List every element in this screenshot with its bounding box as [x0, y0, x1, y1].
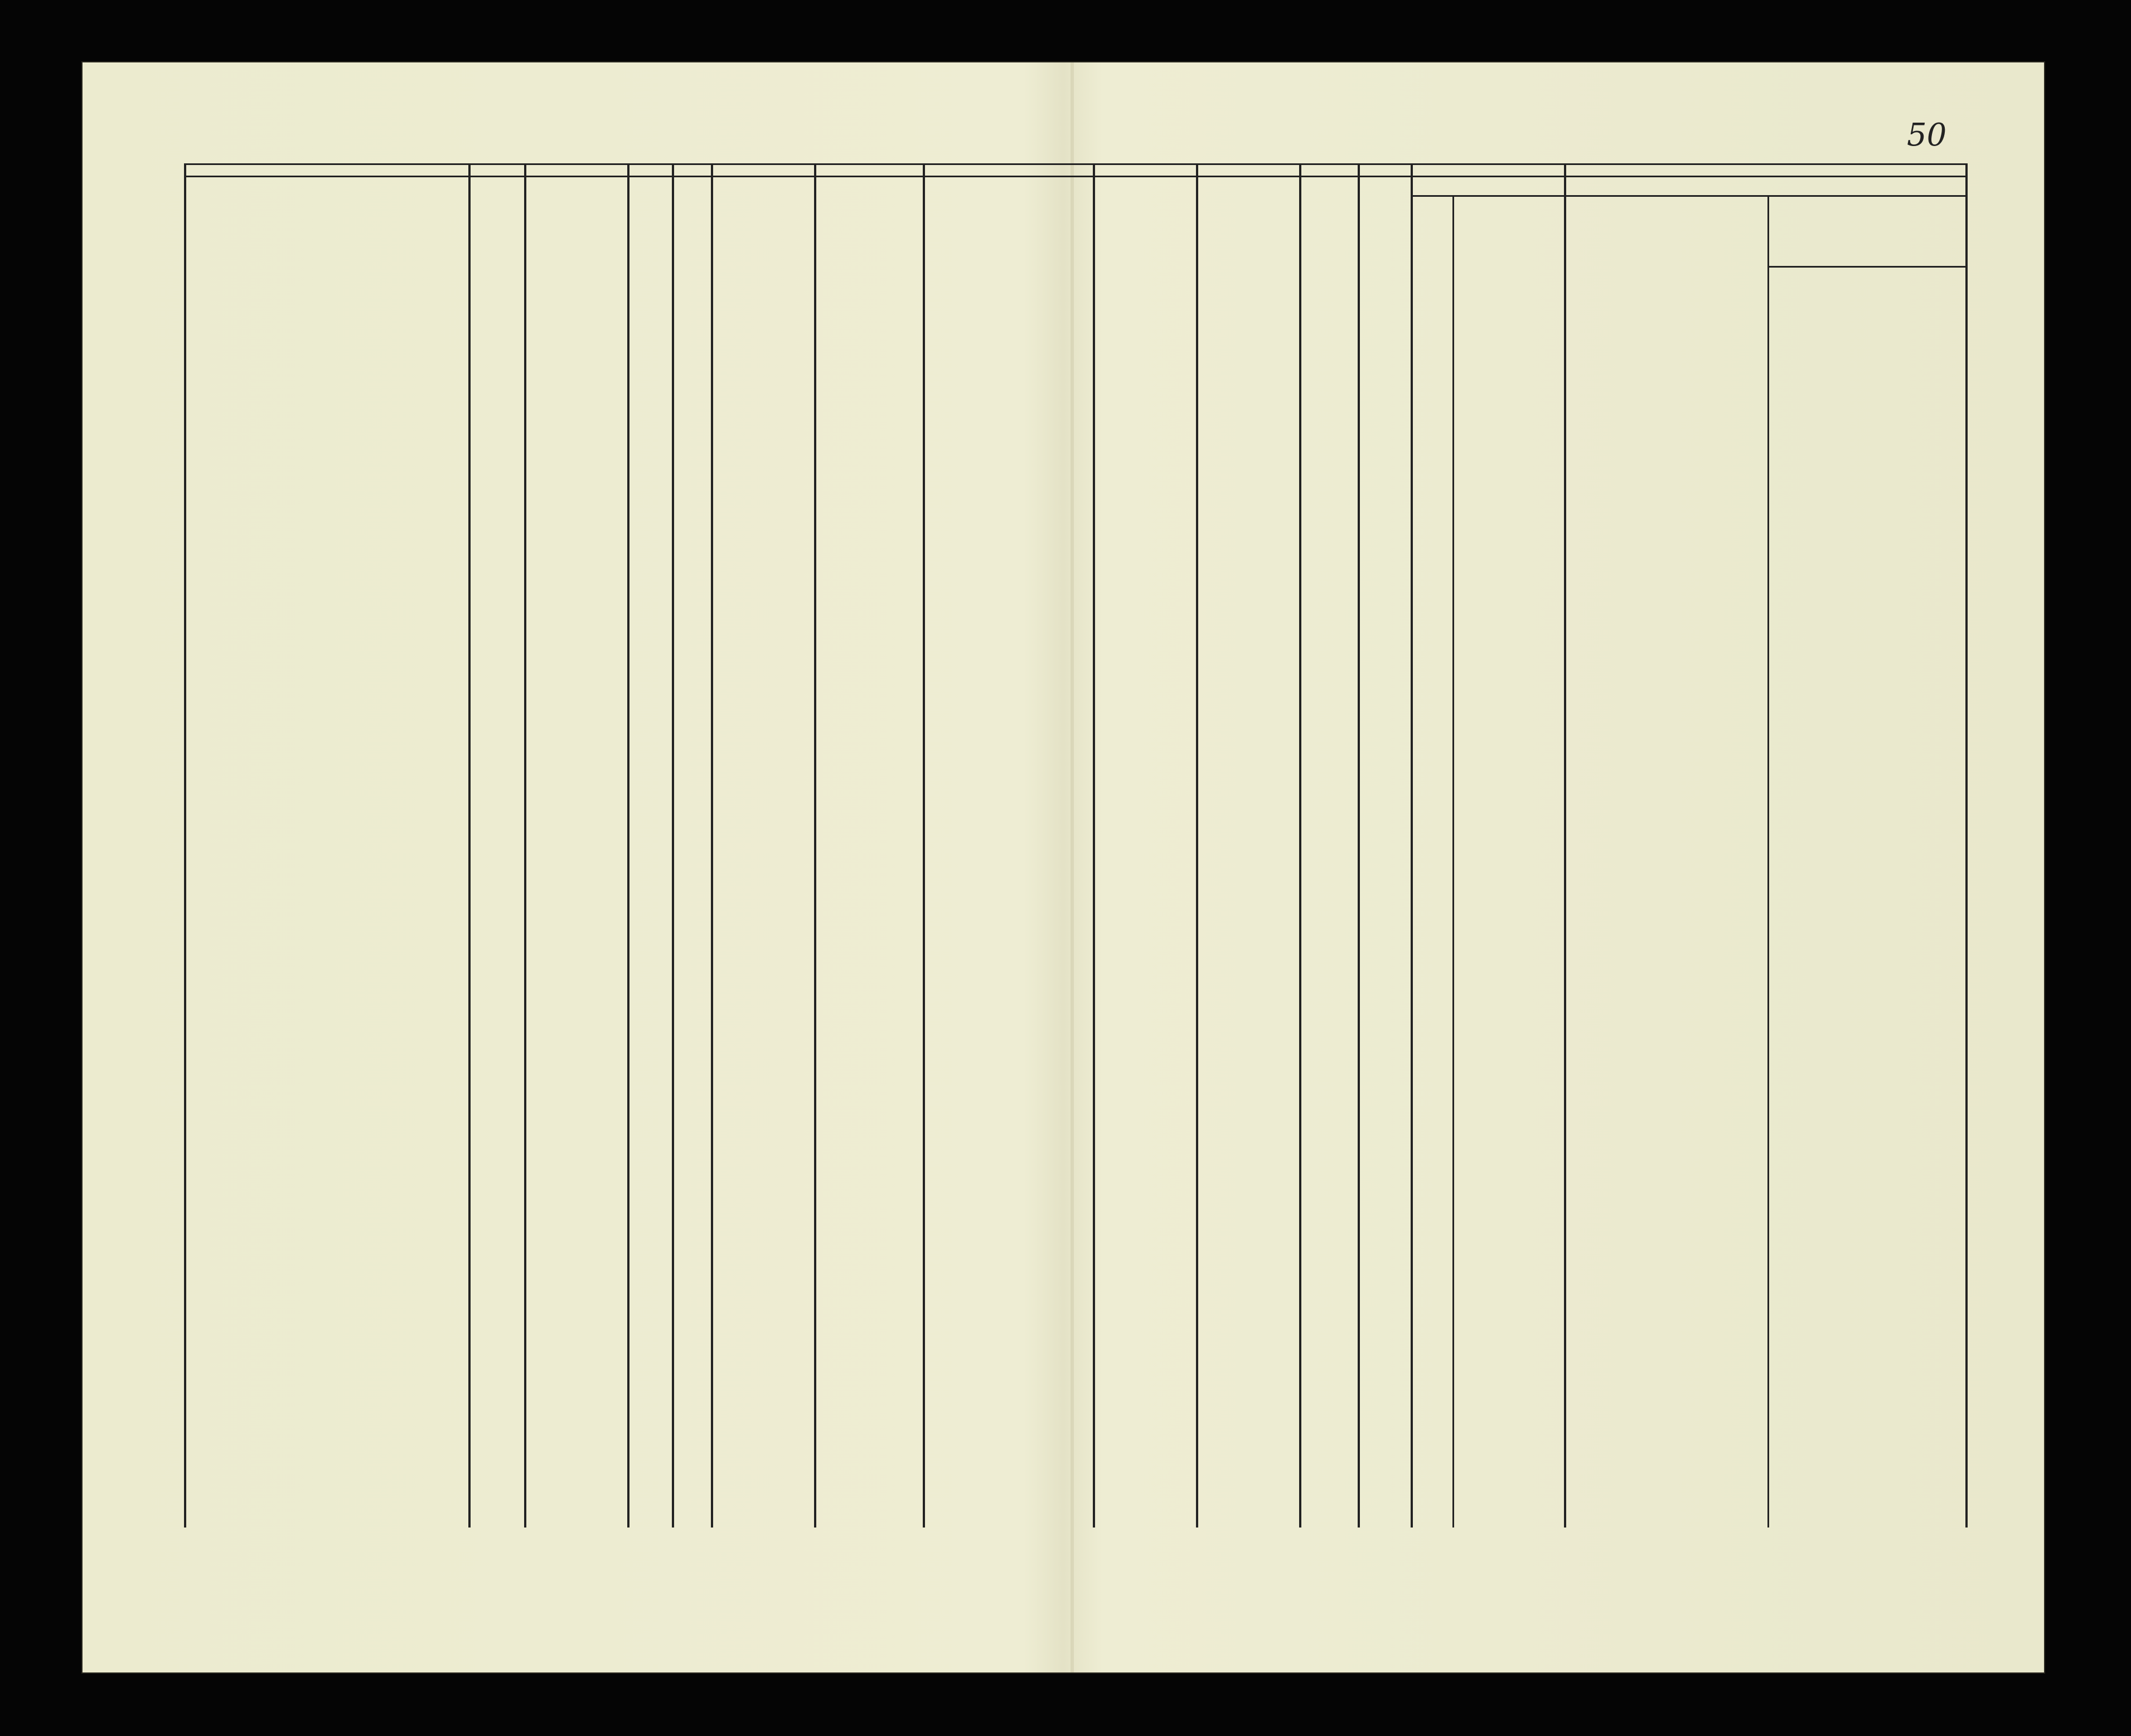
column-rule	[1767, 195, 1769, 1528]
column-rule	[711, 163, 713, 1528]
column-rule	[1196, 163, 1198, 1528]
column-rule	[1411, 163, 1413, 1528]
column-rule	[1093, 163, 1095, 1528]
column-rule	[1452, 195, 1454, 1528]
column-rule	[1358, 163, 1360, 1528]
column-rule	[524, 163, 526, 1528]
column-rule	[627, 163, 629, 1528]
census-sheet	[83, 62, 2044, 1672]
column-number-rule	[184, 176, 1965, 177]
column-rule	[468, 163, 471, 1528]
grammar-subheader-rule	[1411, 195, 1564, 197]
sheet-number: 50	[1907, 117, 1947, 153]
column-rule	[1965, 163, 1968, 1528]
column-rule	[814, 163, 816, 1528]
column-rule	[923, 163, 925, 1528]
column-rule	[184, 163, 186, 1528]
column-rule	[1299, 163, 1301, 1528]
occupation-subheader-rule	[1564, 195, 1965, 197]
header-top-rule	[184, 163, 1965, 165]
column-rule	[1564, 163, 1566, 1528]
page-fold	[1071, 62, 1074, 1672]
occupation-mid-rule	[1767, 266, 1965, 268]
column-rule	[672, 163, 674, 1528]
